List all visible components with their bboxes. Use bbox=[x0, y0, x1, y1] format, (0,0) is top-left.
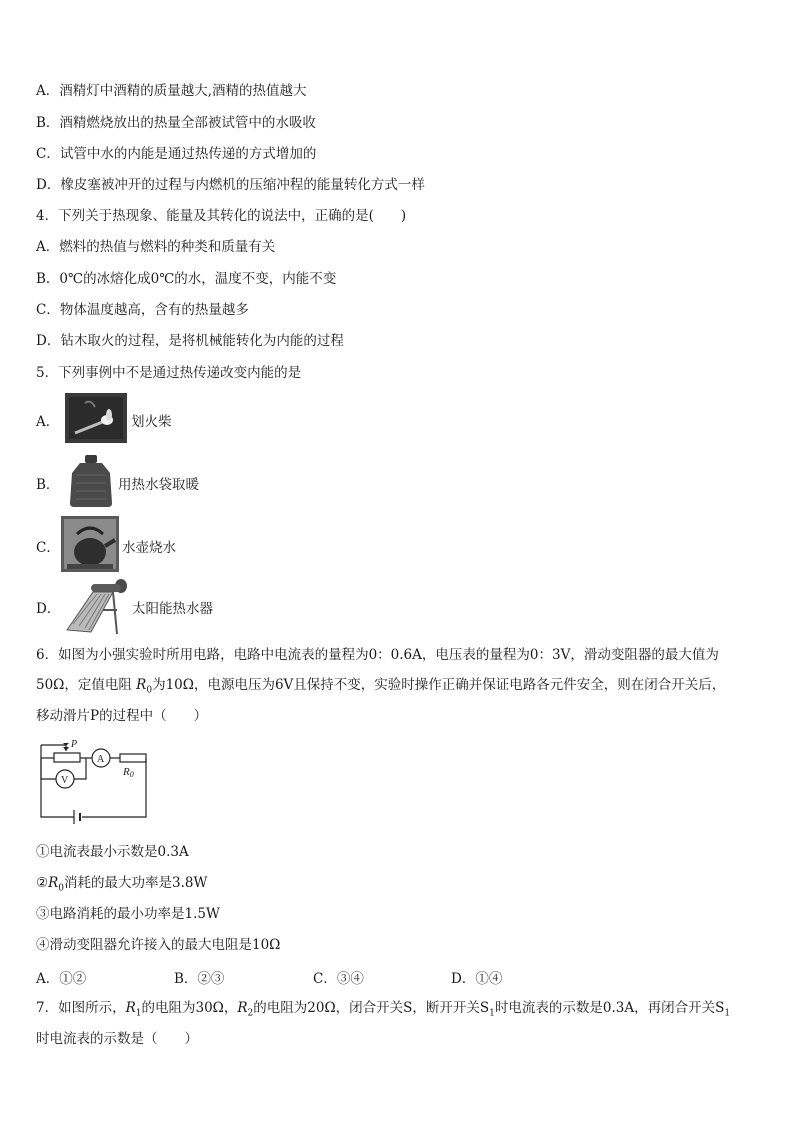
q3-option-b: B．酒精燃烧放出的热量全部被试管中的水吸收 bbox=[36, 115, 316, 131]
q4-option-c: C．物体温度越高，含有的热量越多 bbox=[36, 302, 249, 318]
kettle-image bbox=[61, 516, 119, 572]
q4-option-a: A．燃料的热值与燃料的种类和质量有关 bbox=[36, 239, 276, 255]
solar-water-heater-image bbox=[63, 578, 129, 638]
q6-stem-line3: 移动滑片P的过程中（ ） bbox=[36, 708, 208, 724]
q5-option-b-letter: B． bbox=[36, 477, 60, 493]
q4-stem: 4．下列关于热现象、能量及其转化的说法中，正确的是( ) bbox=[36, 208, 407, 224]
q6-stem-line1: 6．如图为小强实验时所用电路，电路中电流表的量程为0：0.6A，电压表的量程为0：3V，滑动变阻器的最大值为 bbox=[36, 647, 719, 663]
circuit-label-ammeter: A bbox=[97, 754, 105, 765]
q5-option-d-letter: D． bbox=[36, 601, 61, 617]
q6-answer-a: A．①② bbox=[36, 971, 87, 987]
q4-option-d: D．钻木取火的过程，是将机械能转化为内能的过程 bbox=[36, 333, 344, 349]
q5-option-c-text: 水壶烧水 bbox=[122, 540, 176, 556]
q6-statement-2: $②R_0$消耗的最大功率是3.8W bbox=[36, 875, 208, 894]
circuit-label-voltmeter: V bbox=[61, 775, 69, 786]
q6-statement-3: ③电路消耗的最小功率是1.5W bbox=[36, 906, 220, 922]
match-striking-image bbox=[65, 393, 127, 443]
q4-option-b: B．0℃的冰熔化成0℃的水，温度不变，内能不变 bbox=[36, 271, 337, 287]
circuit-label-p: P bbox=[71, 739, 78, 750]
q6-answer-d: D．①④ bbox=[451, 971, 503, 987]
q5-option-a-text: 划火柴 bbox=[131, 414, 172, 430]
q6-stem-line2: 50Ω，定值电阻 $R_0$为10Ω，电源电压为6V且保持不变，实验时操作正确并保证电路各元件安全，则在闭合开关后， bbox=[36, 677, 726, 696]
q7-stem-line2: 时电流表的示数是（ ） bbox=[36, 1031, 198, 1047]
q3-option-a: A．酒精灯中酒精的质量越大,酒精的热值越大 bbox=[36, 83, 307, 99]
hot-water-bag-image bbox=[66, 453, 116, 509]
q6-statement-4: ④滑动变阻器允许接入的最大电阻是10Ω bbox=[36, 937, 281, 953]
q5-option-a-letter: A． bbox=[36, 414, 60, 430]
circuit-diagram bbox=[38, 737, 150, 827]
q5-option-b-text: 用热水袋取暖 bbox=[118, 477, 199, 493]
q3-option-c: C．试管中水的内能是通过热传递的方式增加的 bbox=[36, 146, 317, 162]
q5-stem: 5．下列事例中不是通过热传递改变内能的是 bbox=[36, 365, 302, 381]
q7-stem-line1: 7．如图所示，$R_1$的电阻为30Ω，$R_2$的电阻为20Ω，闭合开关S，断开开关$S_1$时电流表的示数是0.3A，再闭合开关$S_1$ bbox=[36, 1000, 731, 1019]
circuit-label-r0: R0 bbox=[123, 766, 134, 779]
q3-option-d: D．橡皮塞被冲开的过程与内燃机的压缩冲程的能量转化方式一样 bbox=[36, 177, 425, 193]
q6-statement-1: ①电流表最小示数是0.3A bbox=[36, 844, 189, 860]
q5-option-c-letter: C． bbox=[36, 540, 60, 556]
q6-answer-c: C．③④ bbox=[313, 971, 364, 987]
q6-answer-b: B．②③ bbox=[174, 971, 225, 987]
q5-option-d-text: 太阳能热水器 bbox=[132, 601, 213, 617]
